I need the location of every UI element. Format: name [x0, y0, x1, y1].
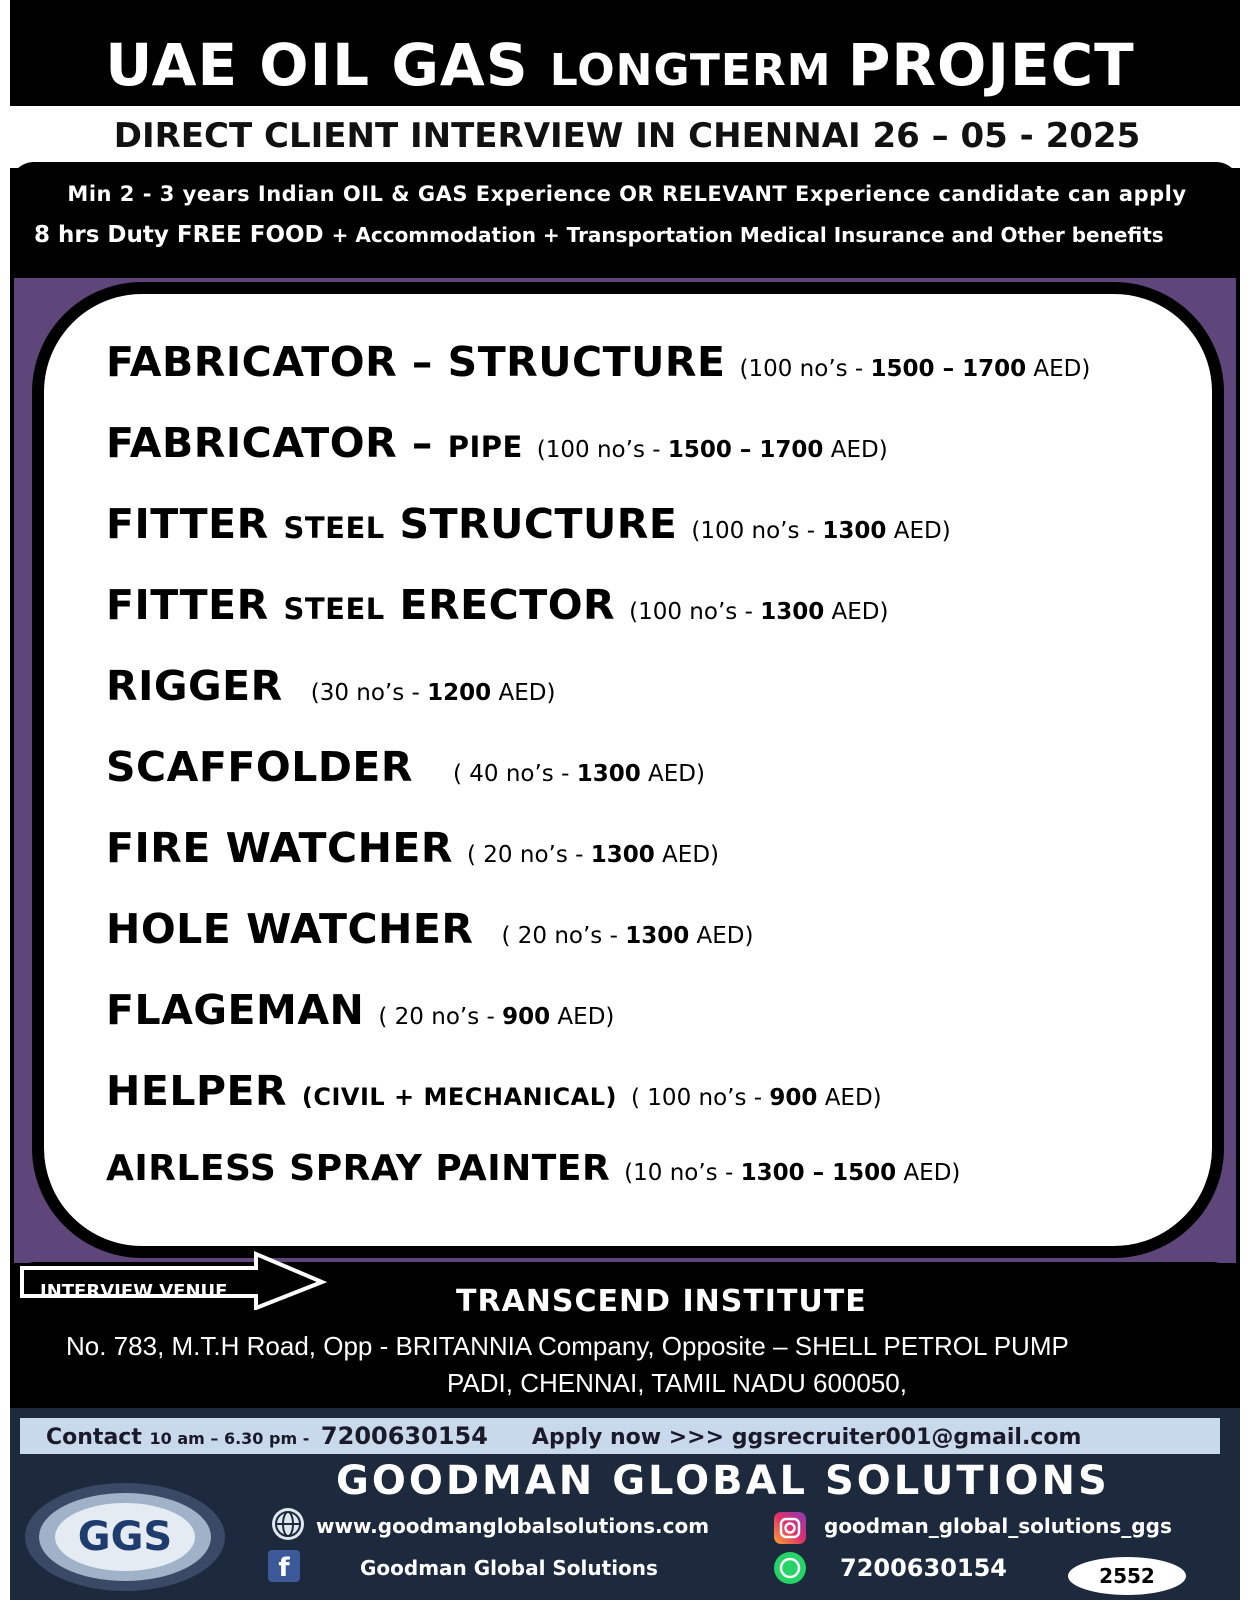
benefits-box	[10, 162, 1240, 277]
job-detail: (100 no’s - 1500 – 1700 AED)	[739, 356, 1091, 382]
instagram-link[interactable]: goodman_global_solutions_ggs	[824, 1514, 1172, 1538]
company-logo	[20, 1478, 230, 1596]
contact-phone[interactable]: 7200630154	[320, 1422, 488, 1450]
job-item	[106, 419, 1186, 500]
whatsapp-icon	[774, 1552, 806, 1584]
globe-icon	[272, 1508, 304, 1540]
whatsapp-number[interactable]: 7200630154	[840, 1554, 1007, 1582]
job-title: FITTER STEEL ERECTOR	[106, 581, 616, 629]
facebook-link[interactable]: Goodman Global Solutions	[360, 1556, 658, 1580]
title-part-2: LONGTERM	[549, 45, 848, 96]
job-title: FLAGEMAN	[106, 986, 365, 1034]
job-item	[106, 824, 1186, 905]
job-item	[106, 986, 1186, 1067]
job-title: RIGGER	[106, 662, 283, 710]
job-item	[106, 1067, 1186, 1148]
venue-label: INTERVIEW VENUE	[40, 1281, 228, 1302]
job-item	[106, 500, 1186, 581]
job-title: FABRICATOR – PIPE	[106, 419, 523, 467]
job-title: FIRE WATCHER	[106, 824, 453, 872]
title-part-1: UAE OIL GAS	[105, 31, 550, 99]
interview-subtitle: DIRECT CLIENT INTERVIEW IN CHENNAI 26 – 05 - 2025	[113, 116, 1141, 156]
job-detail: (100 no’s - 1300 AED)	[629, 599, 889, 625]
job-detail: (100 no’s - 1500 – 1700 AED)	[536, 437, 888, 463]
job-detail: (30 no’s - 1200 AED)	[310, 680, 556, 706]
job-detail: ( 40 no’s - 1300 AED)	[452, 761, 705, 787]
instagram-icon	[774, 1512, 806, 1544]
job-item	[106, 581, 1186, 662]
facebook-icon: f	[268, 1550, 300, 1582]
job-title: AIRLESS SPRAY PAINTER	[106, 1148, 611, 1189]
job-item	[106, 1148, 1186, 1229]
experience-requirement: Min 2 - 3 years Indian OIL & GAS Experience OR RELEVANT Experience candidate can apply	[67, 182, 1187, 206]
title-part-3: PROJECT	[847, 31, 1135, 99]
job-item	[106, 338, 1186, 419]
contact-line	[46, 1422, 1081, 1450]
benefits-text	[34, 222, 1164, 248]
job-title: SCAFFOLDER	[106, 743, 413, 791]
reference-badge: 2552	[1068, 1557, 1186, 1595]
contact-label: Contact	[46, 1425, 150, 1450]
job-title: FABRICATOR – STRUCTURE	[106, 338, 726, 386]
contact-hours: 10 am – 6.30 pm -	[149, 1429, 315, 1448]
job-detail: ( 20 no’s - 900 AED)	[378, 1004, 615, 1030]
job-detail: (10 no’s - 1300 – 1500 AED)	[624, 1160, 961, 1186]
job-title: HELPER (CIVIL + MECHANICAL)	[106, 1067, 618, 1115]
job-item	[106, 662, 1186, 743]
logo-text: GGS	[77, 1514, 173, 1560]
company-name: GOODMAN GLOBAL SOLUTIONS	[336, 1458, 1110, 1504]
job-title: HOLE WATCHER	[106, 905, 474, 953]
venue-name: TRANSCEND INSTITUTE	[456, 1284, 867, 1319]
job-detail: ( 20 no’s - 1300 AED)	[467, 842, 720, 868]
venue-address-line2: PADI, CHENNAI, TAMIL NADU 600050,	[447, 1368, 907, 1398]
job-item	[106, 905, 1186, 986]
job-item	[106, 743, 1186, 824]
apply-email[interactable]: Apply now >>> ggsrecruiter001@gmail.com	[531, 1425, 1082, 1450]
benefits-lead: 8 hrs Duty FREE FOOD	[34, 222, 332, 248]
job-list	[106, 338, 1186, 1229]
website-link[interactable]: www.goodmanglobalsolutions.com	[316, 1514, 710, 1538]
job-detail: (100 no’s - 1300 AED)	[691, 518, 951, 544]
poster-title	[0, 30, 1240, 106]
job-title: FITTER STEEL STRUCTURE	[106, 500, 678, 548]
benefits-rest: + Accommodation + Transportation Medical Insurance and Other benefits	[331, 223, 1164, 247]
job-detail: ( 20 no’s - 1300 AED)	[501, 923, 754, 949]
job-detail: ( 100 no’s - 900 AED)	[631, 1085, 882, 1111]
venue-address-line1: No. 783, M.T.H Road, Opp - BRITANNIA Company, Opposite – SHELL PETROL PUMP	[66, 1331, 1069, 1361]
